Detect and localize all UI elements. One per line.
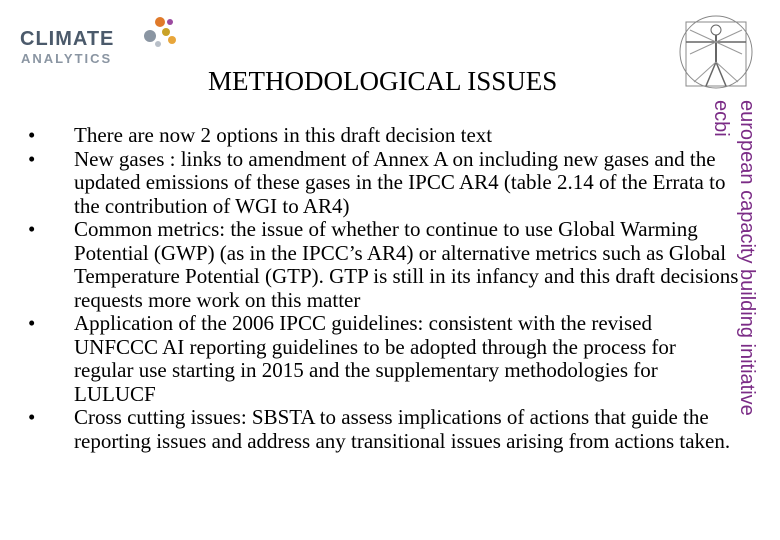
- list-item: [28, 124, 740, 148]
- bullet-text: Common metrics: the issue of whether to continue to use Global Warming Potential (GWP) (as in the IPCC’s AR4) or alternative metrics such as Global Temperature Potential (GTP). GTP is still in its infancy and this draft decisions requests more work on this matter: [74, 217, 739, 312]
- ecbi-full-name: european capacity building initiative: [736, 100, 758, 416]
- bullet-icon: •: [28, 146, 36, 171]
- bullet-icon: •: [28, 405, 36, 429]
- ecbi-acronym: ecbi: [710, 100, 732, 137]
- bullet-text: New gases : links to amendment of Annex A on including new gases and the updated emissions of these gases in the IPCC AR4 (table 2.14 of the Errata to the contribution of WGI to AR4): [74, 146, 726, 218]
- bullet-text: Cross cutting issues: SBSTA to assess implications of actions that guide the reporting issues and address any transitional issues arising from actions taken.: [74, 405, 731, 453]
- list-item: [28, 406, 740, 453]
- vitruvian-man-icon: [676, 10, 756, 96]
- climate-analytics-logo: [20, 14, 170, 70]
- bullet-icon: •: [28, 123, 36, 147]
- list-item: [28, 218, 740, 312]
- logo-text-analytics: ANALYTICS: [21, 51, 113, 66]
- list-item: [28, 312, 740, 406]
- list-item: [28, 148, 740, 219]
- bullet-text: Application of the 2006 IPCC guidelines: consistent with the revised UNFCCC AI reporting guidelines to be adopted through the process for regular use starting in 2015 and the supplementary methodologies for LULUCF: [74, 311, 676, 406]
- slide-title: METHODOLOGICAL ISSUES: [208, 66, 558, 96]
- bullet-text: There are now 2 options in this draft decision text: [74, 123, 493, 147]
- bullet-icon: •: [28, 217, 36, 241]
- logo-dots-icon: [130, 14, 180, 54]
- logo-text-climate: CLIMATE: [20, 28, 115, 50]
- bullet-icon: •: [28, 311, 36, 335]
- bullet-list: [28, 124, 740, 453]
